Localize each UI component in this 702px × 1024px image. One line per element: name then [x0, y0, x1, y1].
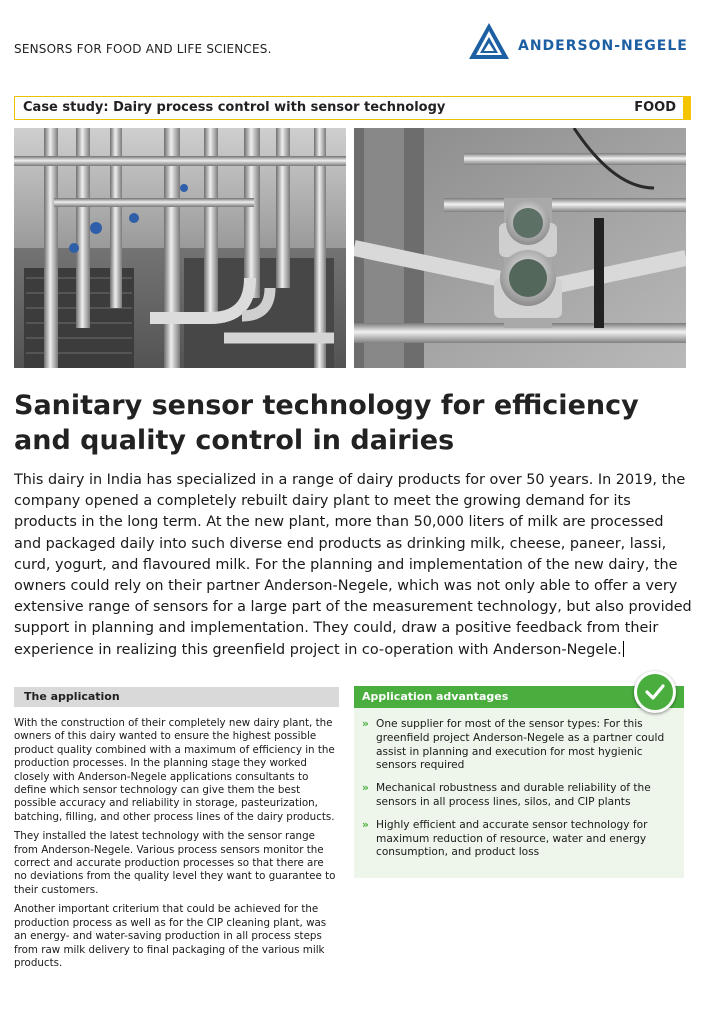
- anderson-negele-logo-icon: [468, 22, 510, 60]
- advantages-heading: Application advantages: [354, 686, 684, 708]
- checkmark-icon: [644, 681, 666, 703]
- intro-paragraph: [14, 470, 692, 661]
- application-section: [14, 687, 339, 970]
- case-study-title: Case study: Dairy process control with sensor technology: [23, 100, 446, 115]
- brand[interactable]: [468, 22, 688, 62]
- advantage-item: [362, 819, 674, 860]
- advantage-text: Mechanical robustness and durable reliability of the sensors in all process lines, silos, and CIP plants: [376, 782, 651, 808]
- bullet-icon: »: [362, 818, 369, 831]
- advantages-box: [354, 686, 684, 878]
- tagline: SENSORS FOR FOOD AND LIFE SCIENCES.: [14, 42, 272, 56]
- application-paragraph: With the construction of their completely new dairy plant, the owners of this dairy wanted to ensure the highest possible product quality combined with a maximum of efficiency in the production processes. In the planning stage they worked closely with Anderson-Negele applications consultants to define which sensor technology can give them the best possible accuracy and reliability in storage, pasteurization, batching, filling, and other process lines of the dairy products.: [14, 717, 335, 823]
- checkmark-badge: [634, 671, 676, 713]
- case-bar-accent: [683, 96, 691, 120]
- brand-name: ANDERSON-NEGELE: [518, 38, 688, 54]
- bullet-icon: »: [362, 718, 369, 730]
- advantage-item: [362, 782, 674, 810]
- intro-text: This dairy in India has specialized in a range of dairy products for over 50 years. In 2019, the company opened a completely rebuilt dairy plant to meet the growing demand for its products in the long term. At the new plant, more than 50,000 liters of milk are processed and packaged daily into such diverse end products as drinking milk, cheese, paneer, lassi, curd, yogurt, and flavoured milk. For the planning and implementation of the new dairy, the owners could rely on their partner Anderson-Negele, which was not only able to offer a very extensive range of sensors for a large part of the measurement technology, but also provided support in planning and implementation. They could, draw a positive feedback from their experience in realizing this greenfield project in co-operation with Anderson-Negele.: [14, 472, 692, 658]
- bullet-icon: »: [362, 782, 369, 795]
- advantages-list: [354, 718, 684, 860]
- industry-tag: FOOD: [634, 100, 676, 115]
- advantage-text: Highly efficient and accurate sensor technology for maximum reduction of resource, water and energy consumption, and product loss: [376, 818, 648, 859]
- application-paragraph: They installed the latest technology with the sensor range from Anderson-Negele. Various process sensors monitor the correct and accurate production processes so that there are no deviations from the quality level they want to guarantee to their customers.: [14, 830, 336, 896]
- dairy-plant-pipes-photo: [14, 128, 346, 368]
- text-caret: [623, 641, 624, 657]
- application-paragraph: Another important criterium that could be achieved for the production process as well as for the CIP cleaning plant, was an energy- and water-saving production in all process steps from raw milk delivery to final packaging of the various milk products.: [14, 903, 327, 969]
- case-study-bar: [14, 96, 690, 120]
- page-title: Sanitary sensor technology for efficiency and quality control in dairies: [14, 390, 639, 456]
- sensor-units-on-pipes-photo: [354, 128, 686, 368]
- advantage-text: One supplier for most of the sensor types: For this greenfield project Anderson-Negele as a partner could assist in planning and execution for most hygienic sensors required: [376, 718, 665, 772]
- advantage-item: [362, 718, 674, 773]
- application-heading: The application: [14, 687, 339, 707]
